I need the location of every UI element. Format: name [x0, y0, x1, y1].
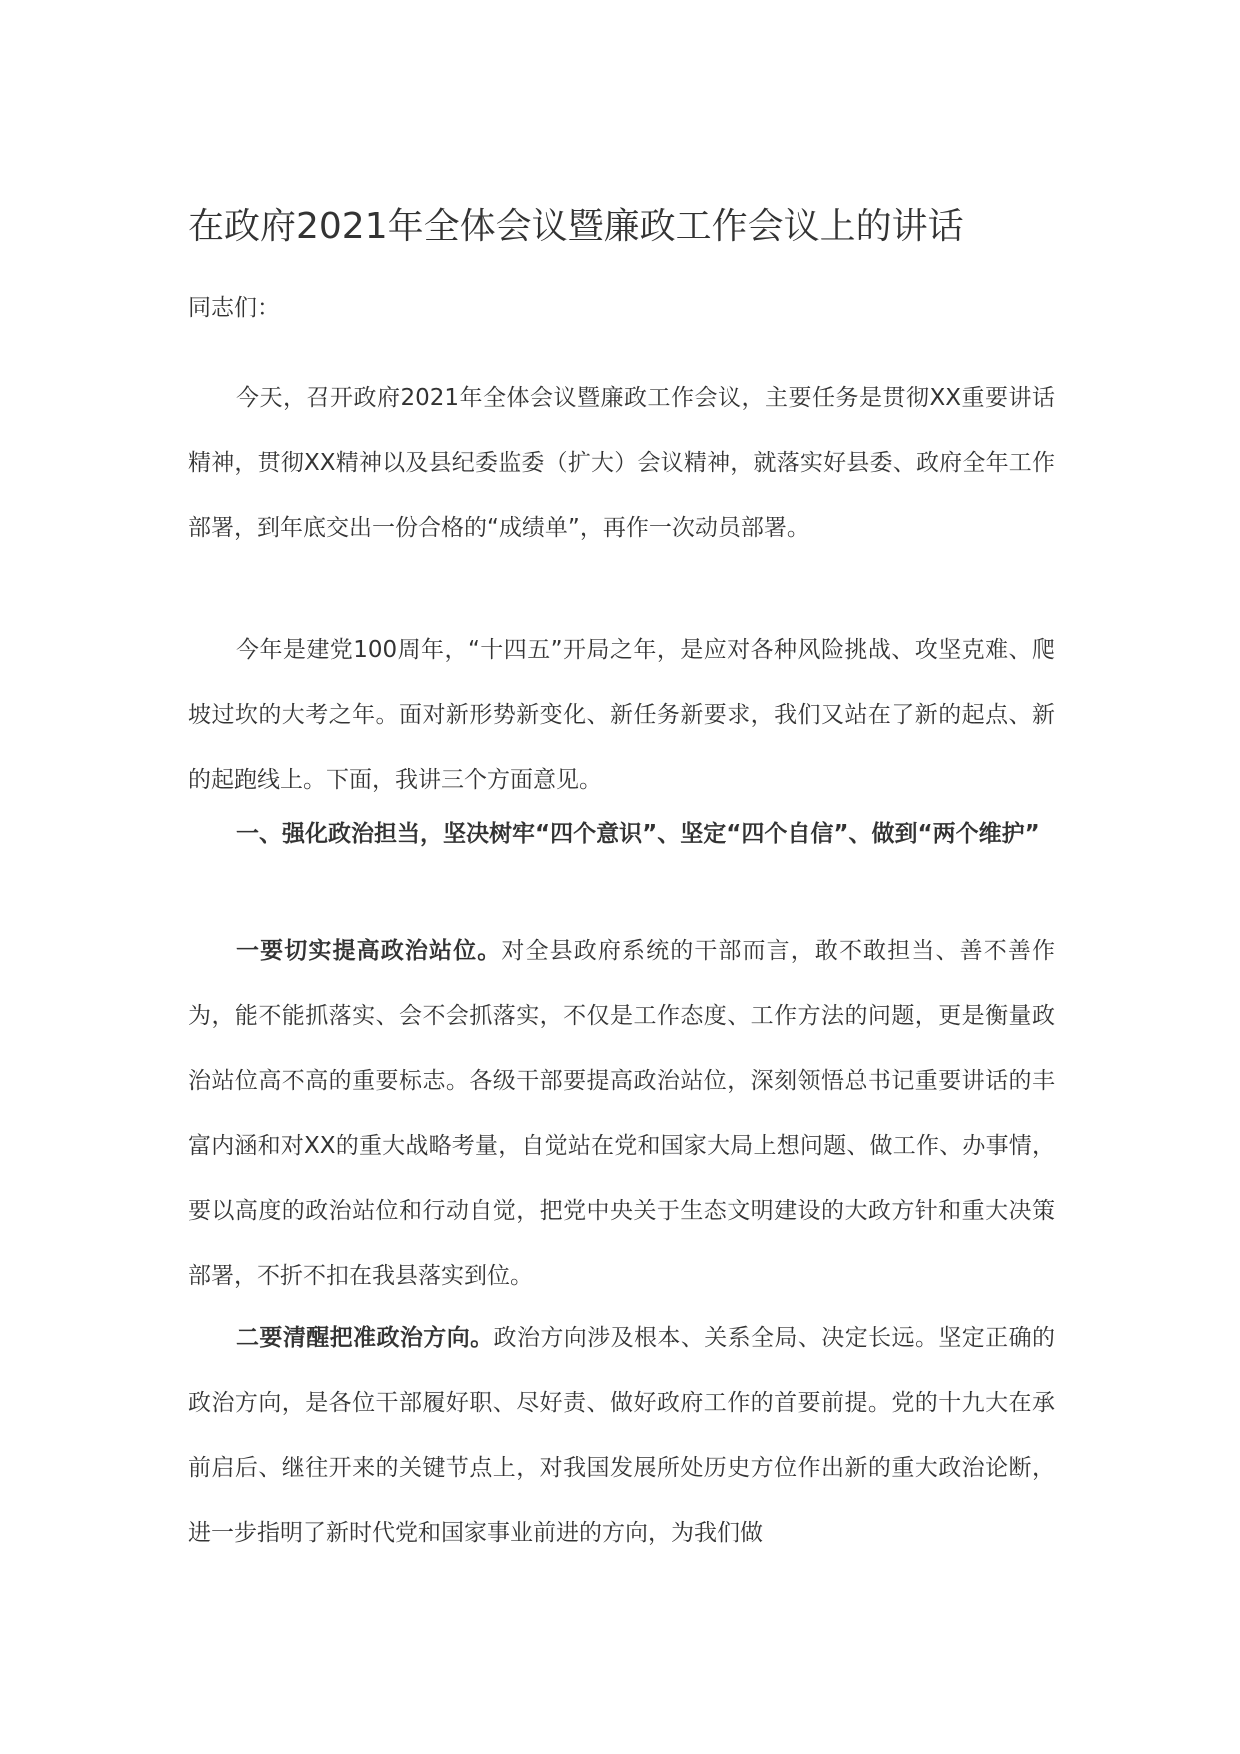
salutation: 同志们：: [188, 295, 280, 321]
paragraph-text: 今天，召开政府2021年全体会议暨廉政工作会议，主要任务是贯彻XX重要讲话精神，贯彻XX精神以及县纪委监委（扩大）会议精神，就落实好县委、政府全年工作部署，到年底交出一份合格的“成绩单”，再作一次动员部署。: [188, 385, 1055, 541]
subsection-text: 政治方向涉及根本、关系全局、决定长远。坚定正确的政治方向，是各位干部履好职、尽好责、做好政府工作的首要前提。党的十九大在承前启后、继往开来的关键节点上，对我国发展所处历史方位作出新的重大政治论断，进一步指明了新时代党和国家事业前进的方向，为我们做: [188, 1325, 1056, 1546]
section-heading: 一、强化政治担当，坚决树牢“四个意识”、坚定“四个自信”、做到“两个维护”: [236, 821, 1040, 847]
subsection-lead: 一要切实提高政治站位。: [236, 938, 502, 964]
paragraph-opening: [188, 366, 1055, 561]
document-title: 在政府2021年全体会议暨廉政工作会议上的讲话: [188, 206, 964, 247]
subsection-political-direction: [188, 1306, 1055, 1566]
subsection-text: 对全县政府系统的干部而言，敢不敢担当、善不善作为，能不能抓落实、会不会抓落实，不仅是工作态度、工作方法的问题，更是衡量政治站位高不高的重要标志。各级干部要提高政治站位，深刻领悟总书记重要讲话的丰富内涵和对XX的重大战略考量，自觉站在党和国家大局上想问题、做工作、办事情，要以高度的政治站位和行动自觉，把党中央关于生态文明建设的大政方针和重大决策部署，不折不扣在我县落实到位。: [188, 938, 1056, 1289]
paragraph-text: 今年是建党100周年，“十四五”开局之年，是应对各种风险挑战、攻坚克难、爬坡过坎的大考之年。面对新形势新变化、新任务新要求，我们又站在了新的起点、新的起跑线上。下面，我讲三个方面意见。: [188, 637, 1055, 793]
paragraph-context: [188, 618, 1055, 813]
subsection-political-stance: [188, 919, 1055, 1309]
subsection-lead: 二要清醒把准政治方向。: [236, 1325, 494, 1351]
